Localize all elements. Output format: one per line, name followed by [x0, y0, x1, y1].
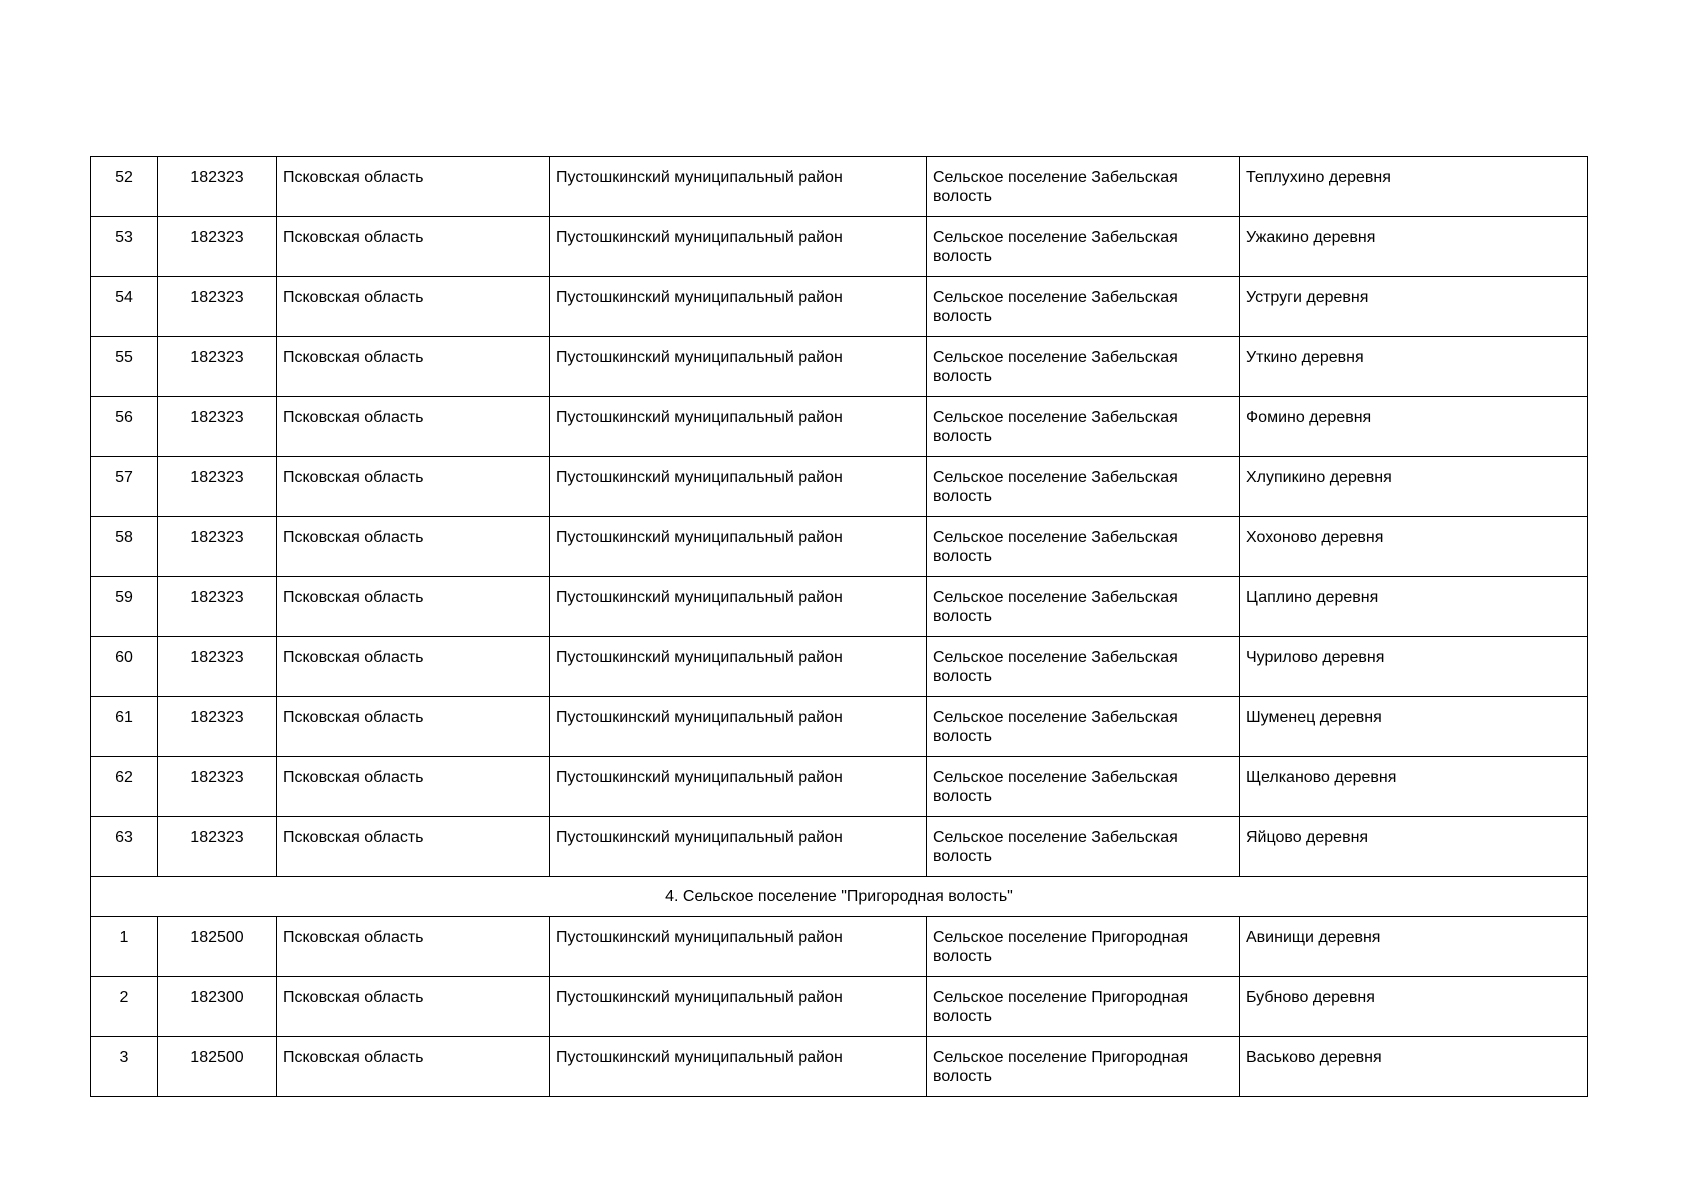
settlement-cell: Сельское поселение Пригородная волость — [927, 977, 1240, 1037]
postal-index-cell: 182500 — [158, 917, 277, 977]
table-row — [91, 277, 1588, 337]
row-number-cell: 57 — [91, 457, 158, 517]
region-cell: Псковская область — [277, 397, 550, 457]
locality-cell: Чурилово деревня — [1240, 637, 1588, 697]
table-row — [91, 457, 1588, 517]
postal-index-cell: 182323 — [158, 577, 277, 637]
district-cell: Пустошкинский муниципальный район — [550, 757, 927, 817]
table-row — [91, 977, 1588, 1037]
settlement-cell: Сельское поселение Пригородная волость — [927, 917, 1240, 977]
region-cell: Псковская область — [277, 337, 550, 397]
locality-cell: Цаплино деревня — [1240, 577, 1588, 637]
row-number-cell: 59 — [91, 577, 158, 637]
postal-index-cell: 182500 — [158, 1037, 277, 1097]
district-cell: Пустошкинский муниципальный район — [550, 697, 927, 757]
settlement-cell: Сельское поселение Забельская волость — [927, 337, 1240, 397]
postal-index-cell: 182323 — [158, 637, 277, 697]
row-number-cell: 63 — [91, 817, 158, 877]
table-body-prigorodnaya — [91, 917, 1588, 1097]
district-cell: Пустошкинский муниципальный район — [550, 157, 927, 217]
table-row — [91, 1037, 1588, 1097]
locality-cell: Ужакино деревня — [1240, 217, 1588, 277]
postal-index-cell: 182300 — [158, 977, 277, 1037]
table-row — [91, 397, 1588, 457]
row-number-cell: 52 — [91, 157, 158, 217]
row-number-cell: 3 — [91, 1037, 158, 1097]
settlements-table — [90, 156, 1588, 1097]
postal-index-cell: 182323 — [158, 697, 277, 757]
locality-cell: Авинищи деревня — [1240, 917, 1588, 977]
region-cell: Псковская область — [277, 157, 550, 217]
row-number-cell: 53 — [91, 217, 158, 277]
region-cell: Псковская область — [277, 977, 550, 1037]
settlement-cell: Сельское поселение Забельская волость — [927, 217, 1240, 277]
district-cell: Пустошкинский муниципальный район — [550, 817, 927, 877]
table-row — [91, 217, 1588, 277]
settlement-cell: Сельское поселение Забельская волость — [927, 637, 1240, 697]
district-cell: Пустошкинский муниципальный район — [550, 917, 927, 977]
row-number-cell: 58 — [91, 517, 158, 577]
postal-index-cell: 182323 — [158, 457, 277, 517]
settlement-cell: Сельское поселение Забельская волость — [927, 397, 1240, 457]
district-cell: Пустошкинский муниципальный район — [550, 577, 927, 637]
settlement-cell: Сельское поселение Забельская волость — [927, 817, 1240, 877]
postal-index-cell: 182323 — [158, 517, 277, 577]
table-row — [91, 517, 1588, 577]
locality-cell: Хохоново деревня — [1240, 517, 1588, 577]
table-body-zabelskaya — [91, 157, 1588, 877]
district-cell: Пустошкинский муниципальный район — [550, 637, 927, 697]
region-cell: Псковская область — [277, 457, 550, 517]
row-number-cell: 1 — [91, 917, 158, 977]
row-number-cell: 56 — [91, 397, 158, 457]
postal-index-cell: 182323 — [158, 757, 277, 817]
section-body — [91, 877, 1588, 917]
region-cell: Псковская область — [277, 817, 550, 877]
locality-cell: Яйцово деревня — [1240, 817, 1588, 877]
settlement-cell: Сельское поселение Забельская волость — [927, 757, 1240, 817]
table-row — [91, 697, 1588, 757]
settlement-cell: Сельское поселение Забельская волость — [927, 157, 1240, 217]
row-number-cell: 54 — [91, 277, 158, 337]
district-cell: Пустошкинский муниципальный район — [550, 457, 927, 517]
table-row — [91, 757, 1588, 817]
district-cell: Пустошкинский муниципальный район — [550, 1037, 927, 1097]
postal-index-cell: 182323 — [158, 217, 277, 277]
settlement-cell: Сельское поселение Забельская волость — [927, 697, 1240, 757]
settlement-cell: Сельское поселение Забельская волость — [927, 277, 1240, 337]
region-cell: Псковская область — [277, 757, 550, 817]
region-cell: Псковская область — [277, 1037, 550, 1097]
region-cell: Псковская область — [277, 577, 550, 637]
row-number-cell: 61 — [91, 697, 158, 757]
district-cell: Пустошкинский муниципальный район — [550, 977, 927, 1037]
settlement-cell: Сельское поселение Пригородная волость — [927, 1037, 1240, 1097]
district-cell: Пустошкинский муниципальный район — [550, 217, 927, 277]
postal-index-cell: 182323 — [158, 337, 277, 397]
postal-index-cell: 182323 — [158, 277, 277, 337]
locality-cell: Бубново деревня — [1240, 977, 1588, 1037]
locality-cell: Хлупикино деревня — [1240, 457, 1588, 517]
region-cell: Псковская область — [277, 517, 550, 577]
locality-cell: Шуменец деревня — [1240, 697, 1588, 757]
region-cell: Псковская область — [277, 637, 550, 697]
section-heading-row — [91, 877, 1588, 917]
table-row — [91, 577, 1588, 637]
region-cell: Псковская область — [277, 217, 550, 277]
region-cell: Псковская область — [277, 277, 550, 337]
district-cell: Пустошкинский муниципальный район — [550, 277, 927, 337]
table-row — [91, 637, 1588, 697]
district-cell: Пустошкинский муниципальный район — [550, 397, 927, 457]
region-cell: Псковская область — [277, 697, 550, 757]
locality-cell: Теплухино деревня — [1240, 157, 1588, 217]
row-number-cell: 55 — [91, 337, 158, 397]
settlement-cell: Сельское поселение Забельская волость — [927, 577, 1240, 637]
row-number-cell: 62 — [91, 757, 158, 817]
settlement-cell: Сельское поселение Забельская волость — [927, 457, 1240, 517]
settlement-cell: Сельское поселение Забельская волость — [927, 517, 1240, 577]
locality-cell: Уткино деревня — [1240, 337, 1588, 397]
table-row — [91, 917, 1588, 977]
table-row — [91, 337, 1588, 397]
postal-index-cell: 182323 — [158, 817, 277, 877]
district-cell: Пустошкинский муниципальный район — [550, 337, 927, 397]
table-row — [91, 157, 1588, 217]
locality-cell: Уструги деревня — [1240, 277, 1588, 337]
locality-cell: Васьково деревня — [1240, 1037, 1588, 1097]
row-number-cell: 2 — [91, 977, 158, 1037]
district-cell: Пустошкинский муниципальный район — [550, 517, 927, 577]
row-number-cell: 60 — [91, 637, 158, 697]
postal-index-cell: 182323 — [158, 397, 277, 457]
table-row — [91, 817, 1588, 877]
section-heading: 4. Сельское поселение "Пригородная волость" — [91, 877, 1588, 917]
locality-cell: Фомино деревня — [1240, 397, 1588, 457]
region-cell: Псковская область — [277, 917, 550, 977]
postal-index-cell: 182323 — [158, 157, 277, 217]
locality-cell: Щелканово деревня — [1240, 757, 1588, 817]
